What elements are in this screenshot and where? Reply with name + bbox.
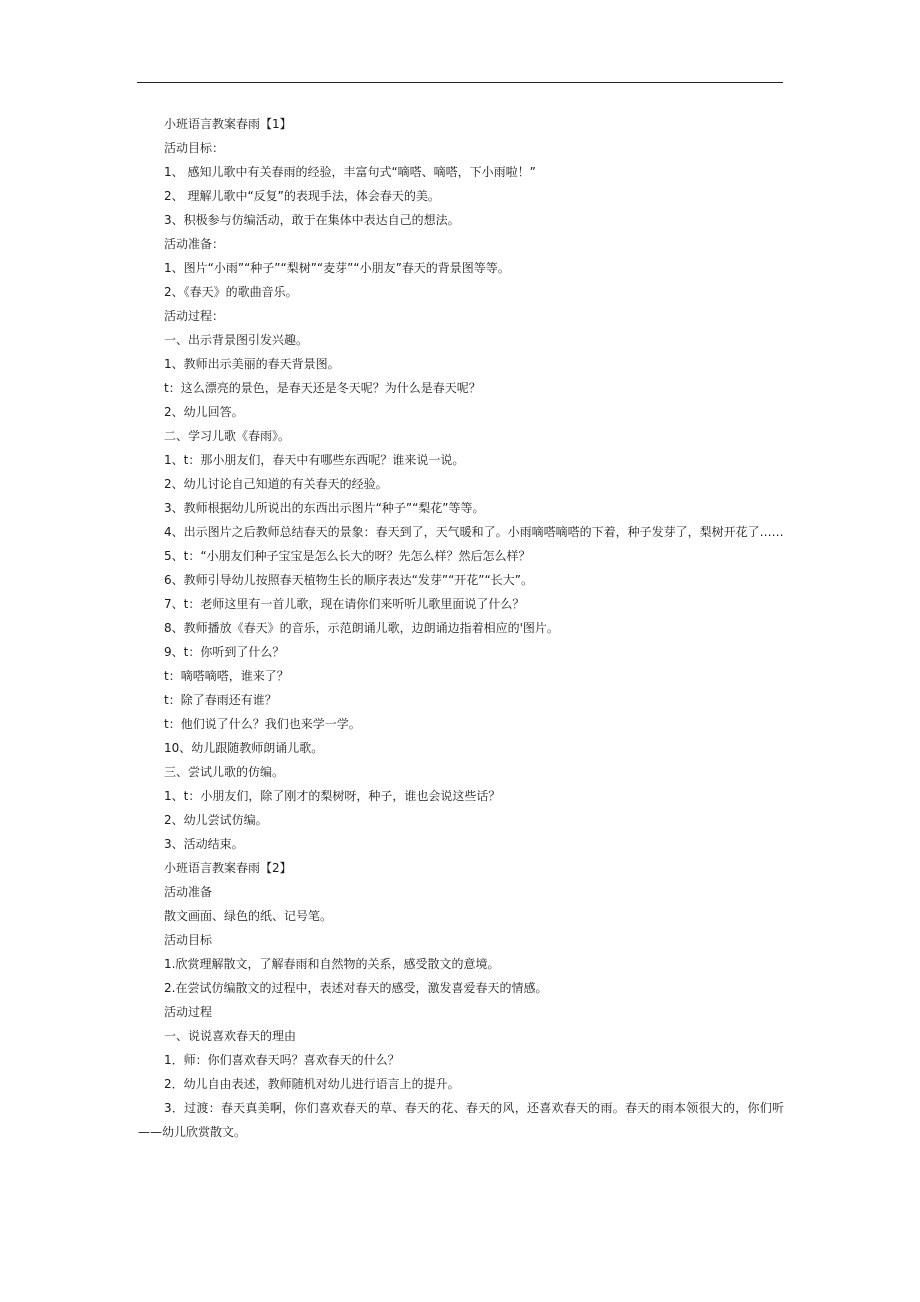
text-line: 一、说说喜欢春天的理由 <box>164 1029 297 1043</box>
text-line: 3、活动结束。 <box>164 837 244 851</box>
text-line: 1.欣赏理解散文，了解春雨和自然物的关系，感受散文的意境。 <box>164 957 500 971</box>
text-line: 1、t：小朋友们，除了刚才的梨树呀，种子，谁也会说这些话？ <box>164 789 501 803</box>
text-line: 2.在尝试仿编散文的过程中，表述对春天的感受，激发喜爱春天的情感。 <box>164 981 548 995</box>
text-line: 1、 感知儿歌中有关春雨的经验，丰富句式“嘀嗒、嘀嗒，下小雨啦！” <box>164 165 536 179</box>
text-line: 2、 理解儿歌中“反复”的表现手法，体会春天的美。 <box>164 189 440 203</box>
text-line: 6、教师引导幼儿按照春天植物生长的顺序表达“发芽”“开花”“长大”。 <box>164 573 533 587</box>
text-line: 二、学习儿歌《春雨》。 <box>164 429 291 443</box>
text-line: 3、积极参与仿编活动，敢于在集体中表达自己的想法。 <box>164 213 460 227</box>
header-rule <box>137 82 783 83</box>
text-line: 活动准备： <box>164 237 225 251</box>
paragraph-wrapped: 4、出示图片之后教师总结春天的景象：春天到了，天气暖和了。小雨嘀嗒嘀嗒的下着，种子发芽了，梨树开花了…… <box>164 525 784 539</box>
text-line: 9、t：你听到了什么？ <box>164 645 285 659</box>
text-line: 三、尝试儿歌的仿编。 <box>164 765 285 779</box>
text-line: 1、图片“小雨”“种子”“梨树”“麦芽”“小朋友”春天的背景图等等。 <box>164 261 510 275</box>
text-line: 2．幼儿自由表述，教师随机对幼儿进行语言上的提升。 <box>164 1077 460 1091</box>
text-line: 8、教师播放《春天》的音乐，示范朗诵儿歌，边朗诵边指着相应的'图片。 <box>164 621 559 635</box>
text-line: 活动目标 <box>164 933 213 947</box>
text-line: t：他们说了什么？我们也来学一学。 <box>164 717 361 731</box>
text-line: 活动目标： <box>164 141 225 155</box>
text-line: t：嘀嗒嘀嗒，谁来了？ <box>164 669 289 683</box>
text-line: 7、t：老师这里有一首儿歌，现在请你们来听听儿歌里面说了什么？ <box>164 597 525 611</box>
document-body <box>138 112 784 1144</box>
paragraph-wrapped: 3．过渡：春天真美啊，你们喜欢春天的草、春天的花、春天的风，还喜欢春天的雨。春天的雨本领很大的，你们听——幼儿欣赏散文。 <box>138 1101 784 1139</box>
text-line: 1．师：你们喜欢春天吗？喜欢春天的什么？ <box>164 1053 400 1067</box>
text-line: 活动过程： <box>164 309 225 323</box>
text-line: 1、t：那小朋友们，春天中有哪些东西呢？谁来说一说。 <box>164 453 465 467</box>
text-line: 小班语言教案春雨【1】 <box>164 117 292 131</box>
text-line: 5、t：“小朋友们种子宝宝是怎么长大的呀？先怎么样？然后怎么样？ <box>164 549 531 563</box>
text-line: 散文画面、绿色的纸、记号笔。 <box>164 909 333 923</box>
text-line: 2、幼儿讨论自己知道的有关春天的经验。 <box>164 477 388 491</box>
text-line: 活动过程 <box>164 1005 213 1019</box>
text-line: 1、教师出示美丽的春天背景图。 <box>164 357 340 371</box>
text-line: 2、幼儿回答。 <box>164 405 244 419</box>
text-line: 活动准备 <box>164 885 213 899</box>
text-line: 一、出示背景图引发兴趣。 <box>164 333 309 347</box>
text-line: t：除了春雨还有谁？ <box>164 693 277 707</box>
text-line: 10、幼儿跟随教师朗诵儿歌。 <box>164 741 324 755</box>
text-line: 2、幼儿尝试仿编。 <box>164 813 268 827</box>
text-line: t：这么漂亮的景色，是春天还是冬天呢？为什么是春天呢？ <box>164 381 481 395</box>
section-title: 小班语言教案春雨【2】 <box>164 861 292 875</box>
text-line: 3、教师根据幼儿所说出的东西出示图片“种子”“梨花”等等。 <box>164 501 485 515</box>
text-line: 2、《春天》的歌曲音乐。 <box>164 285 298 299</box>
